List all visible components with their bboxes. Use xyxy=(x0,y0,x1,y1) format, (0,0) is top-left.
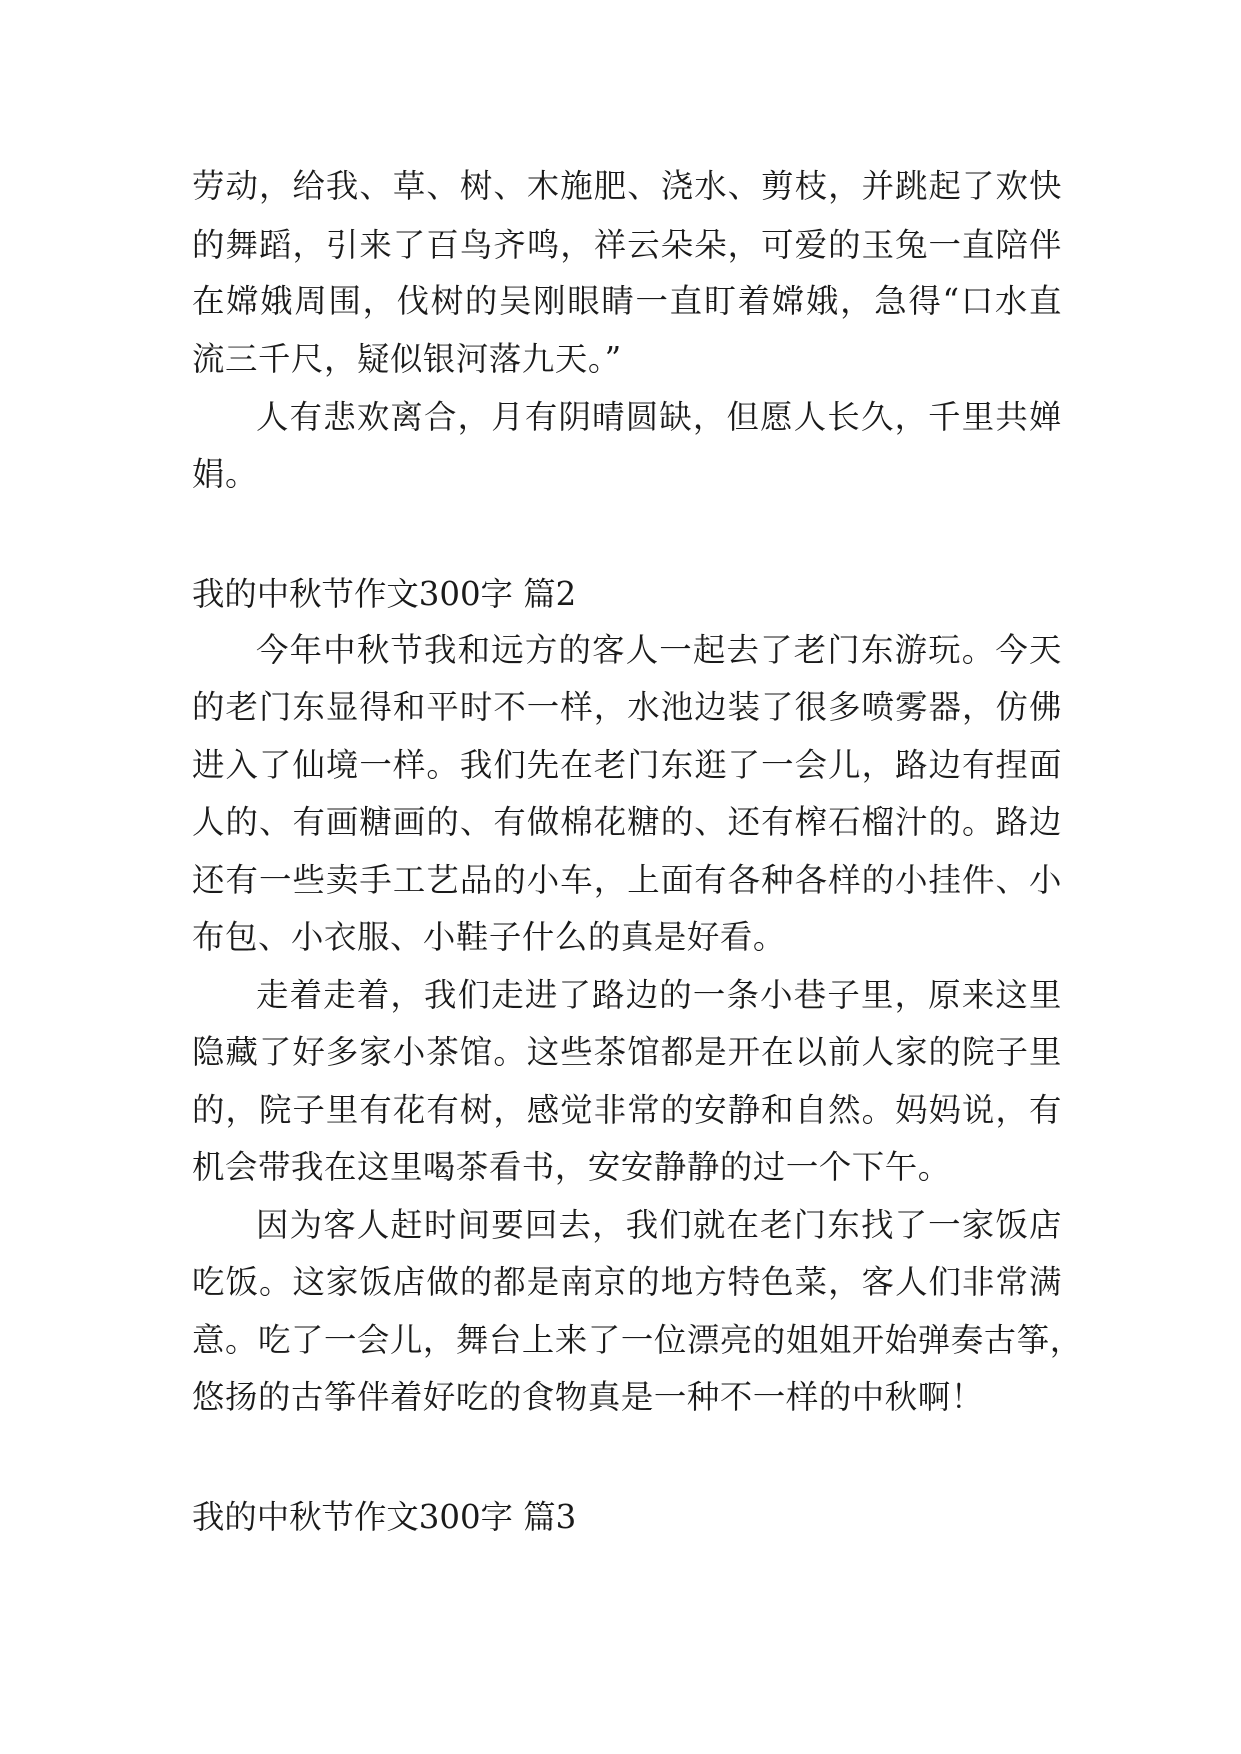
paragraph-line: 因为客人赶时间要回去，我们就在老门东找了一家饭店 xyxy=(256,1206,1062,1244)
paragraph-line: 走着走着，我们走进了路边的一条小巷子里，原来这里 xyxy=(256,976,1062,1014)
paragraph-line: 意。吃了一会儿，舞台上来了一位漂亮的姐姐开始弹奏古筝， xyxy=(192,1321,1083,1359)
paragraph-line: 进入了仙境一样。我们先在老门东逛了一会儿，路边有捏面 xyxy=(192,746,1062,784)
paragraph-line: 流三千尺，疑似银河落九天。” xyxy=(192,340,622,378)
section-heading: 我的中秋节作文300字 篇2 xyxy=(192,575,577,613)
paragraph-line: 今年中秋节我和远方的客人一起去了老门东游玩。今天 xyxy=(256,631,1062,669)
paragraph-line: 人有悲欢离合，月有阴晴圆缺，但愿人长久，千里共婵 xyxy=(256,398,1062,436)
paragraph-line: 的舞蹈，引来了百鸟齐鸣，祥云朵朵，可爱的玉兔一直陪伴 xyxy=(192,226,1062,264)
paragraph-line: 人的、有画糖画的、有做棉花糖的、还有榨石榴汁的。路边 xyxy=(192,803,1062,841)
paragraph-line: 的老门东显得和平时不一样，水池边装了很多喷雾器，仿佛 xyxy=(192,688,1062,726)
paragraph-line: 吃饭。这家饭店做的都是南京的地方特色菜，客人们非常满 xyxy=(192,1263,1062,1301)
paragraph-line: 布包、小衣服、小鞋子什么的真是好看。 xyxy=(192,918,786,956)
paragraph-line: 悠扬的古筝伴着好吃的食物真是一种不一样的中秋啊！ xyxy=(192,1378,984,1416)
paragraph-line: 在嫦娥周围，伐树的吴刚眼睛一直盯着嫦娥，急得“口水直 xyxy=(192,282,1062,320)
paragraph-line: 娟。 xyxy=(192,455,258,493)
paragraph-line: 还有一些卖手工艺品的小车，上面有各种各样的小挂件、小 xyxy=(192,861,1062,899)
paragraph-line: 隐藏了好多家小茶馆。这些茶馆都是开在以前人家的院子里 xyxy=(192,1033,1062,1071)
paragraph-line: 劳动，给我、草、树、木施肥、浇水、剪枝，并跳起了欢快 xyxy=(192,167,1062,205)
section-heading: 我的中秋节作文300字 篇3 xyxy=(192,1498,577,1536)
paragraph-line: 机会带我在这里喝茶看书，安安静静的过一个下午。 xyxy=(192,1148,951,1186)
paragraph-line: 的，院子里有花有树，感觉非常的安静和自然。妈妈说，有 xyxy=(192,1091,1062,1129)
